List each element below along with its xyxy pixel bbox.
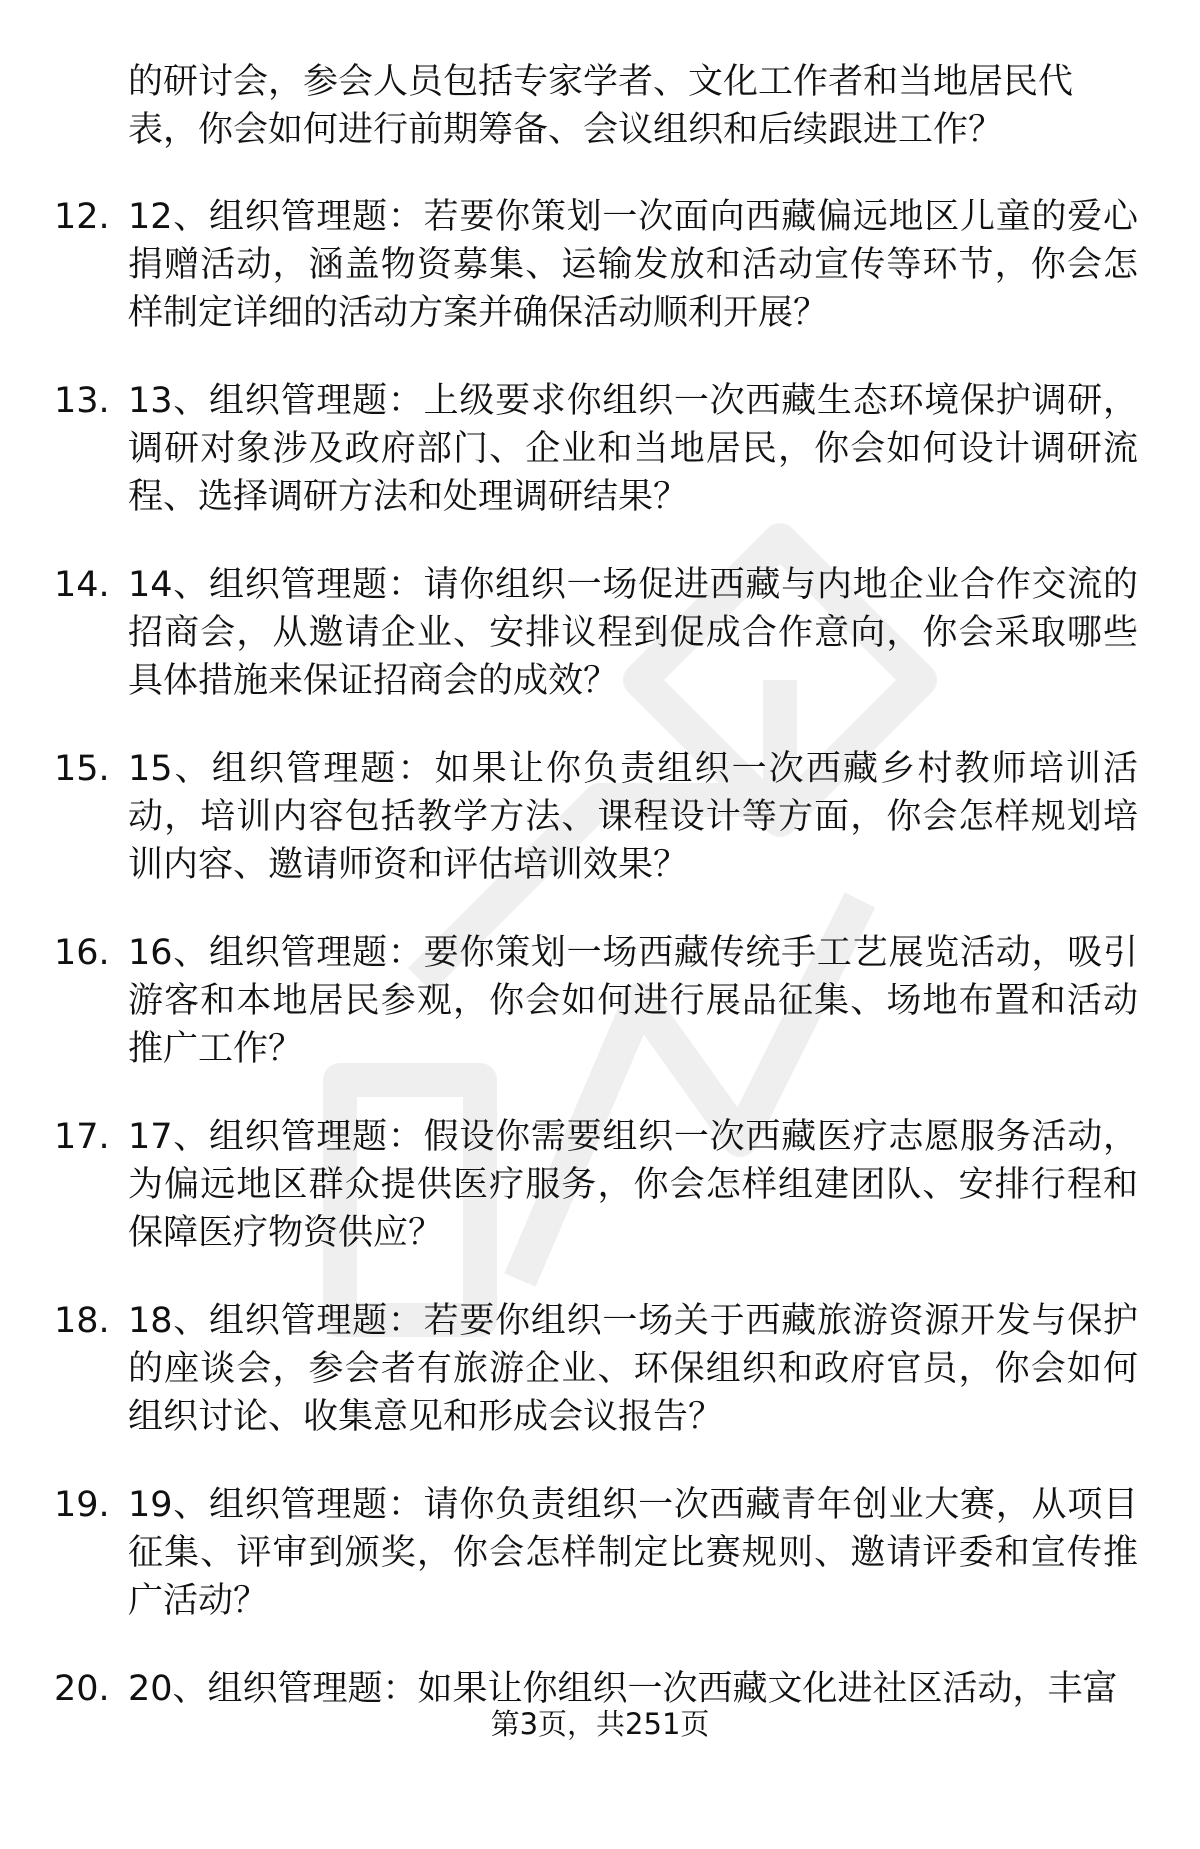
list-number: 16. [54, 933, 110, 973]
list-item [0, 929, 1200, 1113]
question-text: 12、组织管理题：若要你策划一次面向西藏偏远地区儿童的爱心捐赠活动，涵盖物资募集、运输发放和活动宣传等环节，你会怎样制定详细的活动方案并确保活动顺利开展？ [128, 197, 1138, 333]
list-item [0, 1297, 1200, 1481]
continuation-paragraph: 的研讨会，参会人员包括专家学者、文化工作者和当地居民代表，你会如何进行前期筹备、会议组织和后续跟进工作？ [128, 62, 1074, 150]
list-item [0, 745, 1200, 929]
list-item [0, 1665, 1200, 1849]
question-text: 13、组织管理题：上级要求你组织一次西藏生态环境保护调研，调研对象涉及政府部门、企业和当地居民，你会如何设计调研流程、选择调研方法和处理调研结果？ [128, 381, 1138, 517]
question-text: 19、组织管理题：请你负责组织一次西藏青年创业大赛，从项目征集、评审到颁奖，你会怎样制定比赛规则、邀请评委和宣传推广活动？ [128, 1485, 1138, 1621]
question-text: 18、组织管理题：若要你组织一场关于西藏旅游资源开发与保护的座谈会，参会者有旅游企业、环保组织和政府官员，你会如何组织讨论、收集意见和形成会议报告？ [128, 1301, 1138, 1437]
list-item [0, 1481, 1200, 1665]
list-item [0, 193, 1200, 377]
question-text: 15、组织管理题：如果让你负责组织一次西藏乡村教师培训活动，培训内容包括教学方法、课程设计等方面，你会怎样规划培训内容、邀请师资和评估培训效果？ [128, 749, 1138, 885]
list-item [0, 561, 1200, 745]
list-number: 13. [54, 381, 110, 421]
list-number: 12. [54, 197, 110, 237]
list-number: 19. [54, 1485, 110, 1525]
list-number: 15. [54, 749, 110, 789]
list-number: 14. [54, 565, 110, 605]
question-text: 20、组织管理题：如果让你组织一次西藏文化进社区活动，丰富 [128, 1669, 1118, 1709]
question-text: 14、组织管理题：请你组织一场促进西藏与内地企业合作交流的招商会，从邀请企业、安排议程到促成合作意向，你会采取哪些具体措施来保证招商会的成效？ [128, 565, 1138, 701]
list-item [0, 377, 1200, 561]
question-text: 16、组织管理题：要你策划一场西藏传统手工艺展览活动，吸引游客和本地居民参观，你会如何进行展品征集、场地布置和活动推广工作？ [128, 933, 1138, 1069]
list-number: 18. [54, 1301, 110, 1341]
question-list [0, 193, 1200, 1849]
list-item [0, 1113, 1200, 1297]
question-text: 17、组织管理题：假设你需要组织一次西藏医疗志愿服务活动，为偏远地区群众提供医疗服务，你会怎样组建团队、安排行程和保障医疗物资供应？ [128, 1117, 1138, 1253]
list-number: 20. [54, 1669, 110, 1709]
page-number-footer: 第3页，共251页 [490, 1707, 710, 1741]
list-number: 17. [54, 1117, 110, 1157]
